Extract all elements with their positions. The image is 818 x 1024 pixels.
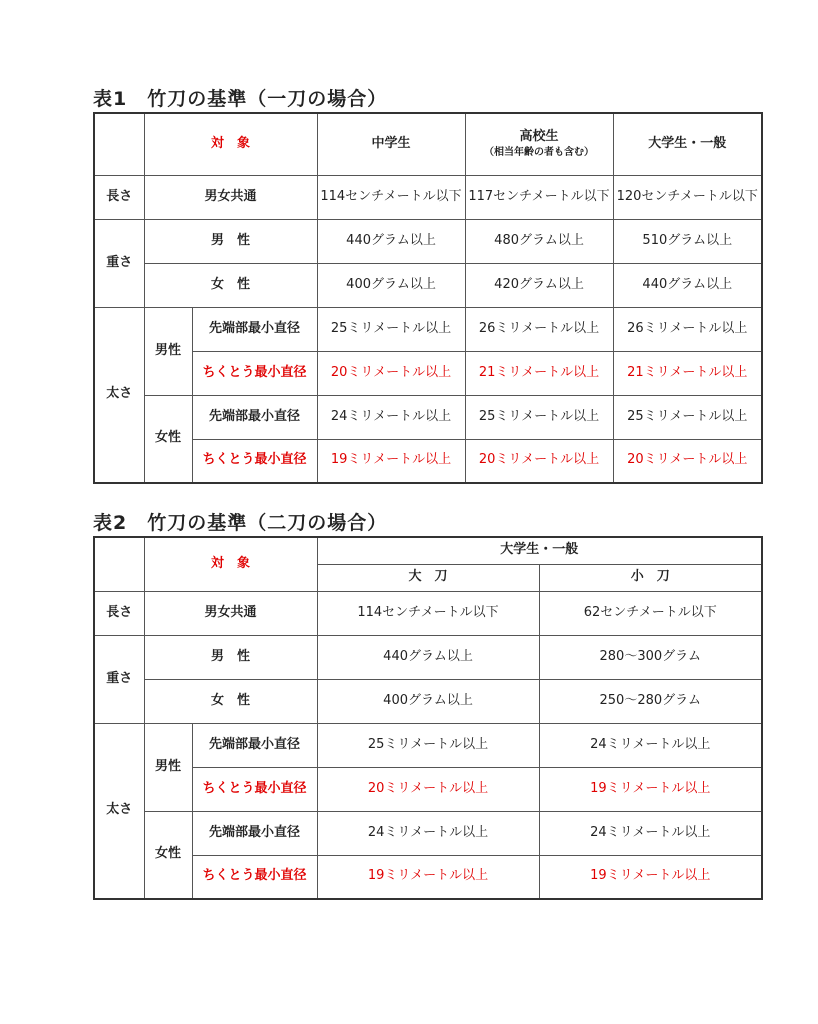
table2-cell: 19ミリメートル以上 — [317, 855, 539, 899]
table1-thick-male-chikuto-row — [94, 351, 762, 395]
table1-thick-female-chikuto-sub: ちくとう最小直径 — [192, 439, 317, 483]
table1-thick-male-label: 男性 — [144, 307, 192, 395]
table2-cell: 114センチメートル以下 — [317, 591, 539, 635]
table2-length-row — [94, 591, 762, 635]
table2-thick-female-chikuto-row — [94, 855, 762, 899]
table2-weight-female-row — [94, 679, 762, 723]
table2-thick-female-tip-row — [94, 811, 762, 855]
table2-col-long-sword: 大 刀 — [317, 564, 539, 591]
table2-cell: 20ミリメートル以上 — [317, 767, 539, 811]
table1-header-row — [94, 113, 762, 175]
table2-caption: 表2 竹刀の基準（二刀の場合） — [93, 512, 388, 534]
table1-cell: 19ミリメートル以上 — [317, 439, 465, 483]
table2-thick-male-tip-row — [94, 723, 762, 767]
table1-cell: 26ミリメートル以上 — [613, 307, 762, 351]
table1-thickness-label: 太さ — [94, 307, 144, 483]
table1-cell: 480グラム以上 — [465, 219, 613, 263]
table1-caption: 表1 竹刀の基準（一刀の場合） — [93, 88, 388, 110]
table2-thick-male-tip-sub: 先端部最小直径 — [192, 723, 317, 767]
table1-cell: 400グラム以上 — [317, 263, 465, 307]
table2-cell: 19ミリメートル以上 — [539, 767, 762, 811]
table2-target-label: 対 象 — [144, 537, 317, 591]
table1-corner-cell — [94, 113, 144, 175]
table1-cell: 420グラム以上 — [465, 263, 613, 307]
table2-cell: 19ミリメートル以上 — [539, 855, 762, 899]
table1-cell: 21ミリメートル以上 — [465, 351, 613, 395]
table2-cell: 25ミリメートル以上 — [317, 723, 539, 767]
table2-cell: 250〜280グラム — [539, 679, 762, 723]
table2-cell: 62センチメートル以下 — [539, 591, 762, 635]
table1-cell: 25ミリメートル以上 — [465, 395, 613, 439]
table1-weight-male-sub: 男 性 — [144, 219, 317, 263]
table1-cell: 20ミリメートル以上 — [317, 351, 465, 395]
table2-cell: 440グラム以上 — [317, 635, 539, 679]
table1-weight-male-row — [94, 219, 762, 263]
table1-thick-female-tip-row — [94, 395, 762, 439]
table2-thick-female-tip-sub: 先端部最小直径 — [192, 811, 317, 855]
table2-thick-male-chikuto-row — [94, 767, 762, 811]
table1-thick-female-label: 女性 — [144, 395, 192, 483]
table2-weight-label: 重さ — [94, 635, 144, 723]
table2-thick-female-chikuto-sub: ちくとう最小直径 — [192, 855, 317, 899]
table1-cell: 440グラム以上 — [613, 263, 762, 307]
table1-cell: 25ミリメートル以上 — [317, 307, 465, 351]
table2-length-label: 長さ — [94, 591, 144, 635]
table1-cell: 24ミリメートル以上 — [317, 395, 465, 439]
table1-col-high-school: 高校生 （相当年齢の者も含む） — [465, 113, 613, 175]
table1-cell: 117センチメートル以下 — [465, 175, 613, 219]
table1-cell: 114センチメートル以下 — [317, 175, 465, 219]
table2-cell: 400グラム以上 — [317, 679, 539, 723]
table2-cell: 24ミリメートル以上 — [317, 811, 539, 855]
table1-target-label: 対 象 — [144, 113, 317, 175]
table1-weight-female-sub: 女 性 — [144, 263, 317, 307]
table1-thick-male-chikuto-sub: ちくとう最小直径 — [192, 351, 317, 395]
table1 — [93, 112, 763, 484]
table2-corner-cell — [94, 537, 144, 591]
table1-thick-female-tip-sub: 先端部最小直径 — [192, 395, 317, 439]
table1-col-university-general: 大学生・一般 — [613, 113, 762, 175]
table1-thick-male-tip-row — [94, 307, 762, 351]
table2-length-sub: 男女共通 — [144, 591, 317, 635]
table1-length-row — [94, 175, 762, 219]
table1-cell: 120センチメートル以下 — [613, 175, 762, 219]
table2-weight-female-sub: 女 性 — [144, 679, 317, 723]
table1-weight-female-row — [94, 263, 762, 307]
table1-thick-female-chikuto-row — [94, 439, 762, 483]
table1-col-junior-high: 中学生 — [317, 113, 465, 175]
table2-col-short-sword: 小 刀 — [539, 564, 762, 591]
table1-length-label: 長さ — [94, 175, 144, 219]
table1-cell: 26ミリメートル以上 — [465, 307, 613, 351]
table2 — [93, 536, 763, 900]
table2-thick-male-chikuto-sub: ちくとう最小直径 — [192, 767, 317, 811]
table2-cell: 280〜300グラム — [539, 635, 762, 679]
table1-length-sub: 男女共通 — [144, 175, 317, 219]
table2-weight-male-row — [94, 635, 762, 679]
table1-cell: 20ミリメートル以上 — [465, 439, 613, 483]
table1-cell: 440グラム以上 — [317, 219, 465, 263]
table2-cell: 24ミリメートル以上 — [539, 723, 762, 767]
table2-group-label: 大学生・一般 — [317, 537, 762, 564]
table1-cell: 21ミリメートル以上 — [613, 351, 762, 395]
table2-thick-male-label: 男性 — [144, 723, 192, 811]
table1-weight-label: 重さ — [94, 219, 144, 307]
table2-cell: 24ミリメートル以上 — [539, 811, 762, 855]
table2-weight-male-sub: 男 性 — [144, 635, 317, 679]
table1-thick-male-tip-sub: 先端部最小直径 — [192, 307, 317, 351]
table1-cell: 25ミリメートル以上 — [613, 395, 762, 439]
table2-thickness-label: 太さ — [94, 723, 144, 899]
table2-thick-female-label: 女性 — [144, 811, 192, 899]
table1-cell: 510グラム以上 — [613, 219, 762, 263]
table1-cell: 20ミリメートル以上 — [613, 439, 762, 483]
table2-header-row-1 — [94, 537, 762, 564]
